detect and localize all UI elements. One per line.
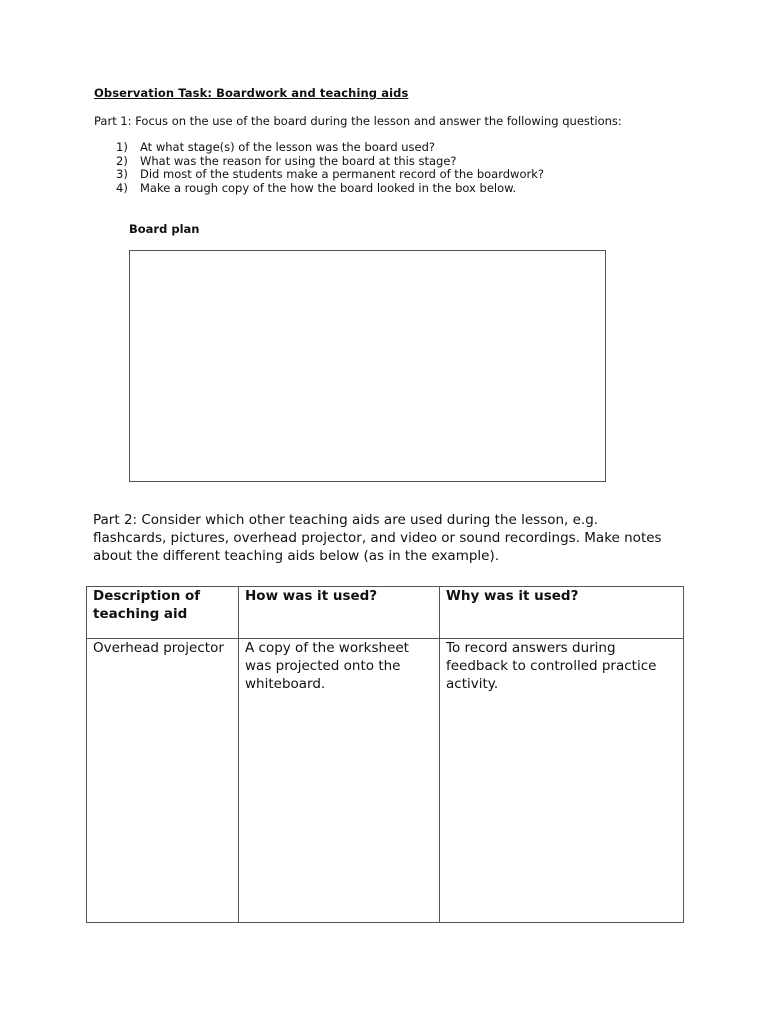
board-plan-box[interactable]: [129, 250, 606, 482]
header-description: Description of teaching aid: [87, 587, 239, 639]
question-item: [116, 168, 544, 182]
header-how-used: How was it used?: [239, 587, 440, 639]
question-number: 4): [116, 180, 128, 195]
question-number: 3): [116, 167, 128, 181]
teaching-aids-table: [86, 586, 684, 923]
board-plan-label: Board plan: [129, 222, 200, 236]
question-item: [116, 141, 544, 155]
part2-text: Part 2: Consider which other teaching aids are used during the lesson, e.g. flashcards, pictures, overhead projector, and video or sound recordings. Make notes about the different teaching aids below (as in the example).: [93, 512, 662, 564]
question-number: 2): [116, 153, 128, 168]
question-text: Did most of the students make a permanent record of the boardwork?: [140, 167, 544, 181]
question-list: [116, 141, 544, 195]
header-why-used: Why was it used?: [440, 587, 684, 639]
cell-description[interactable]: Overhead projector: [87, 639, 239, 923]
cell-why-used[interactable]: To record answers during feedback to controlled practice activity.: [440, 639, 684, 923]
question-text: What was the reason for using the board at this stage?: [140, 153, 457, 168]
table-row: [87, 639, 684, 923]
page-title: Observation Task: Boardwork and teaching aids: [94, 86, 409, 100]
table-header-row: [87, 587, 684, 639]
question-text: Make a rough copy of the how the board looked in the box below.: [140, 180, 517, 195]
question-item: [116, 155, 544, 169]
question-text: At what stage(s) of the lesson was the board used?: [140, 140, 436, 154]
question-item: [116, 182, 544, 196]
question-number: 1): [116, 140, 128, 154]
part1-intro: Part 1: Focus on the use of the board during the lesson and answer the following questions:: [94, 114, 622, 128]
cell-how-used[interactable]: A copy of the worksheet was projected onto the whiteboard.: [239, 639, 440, 923]
